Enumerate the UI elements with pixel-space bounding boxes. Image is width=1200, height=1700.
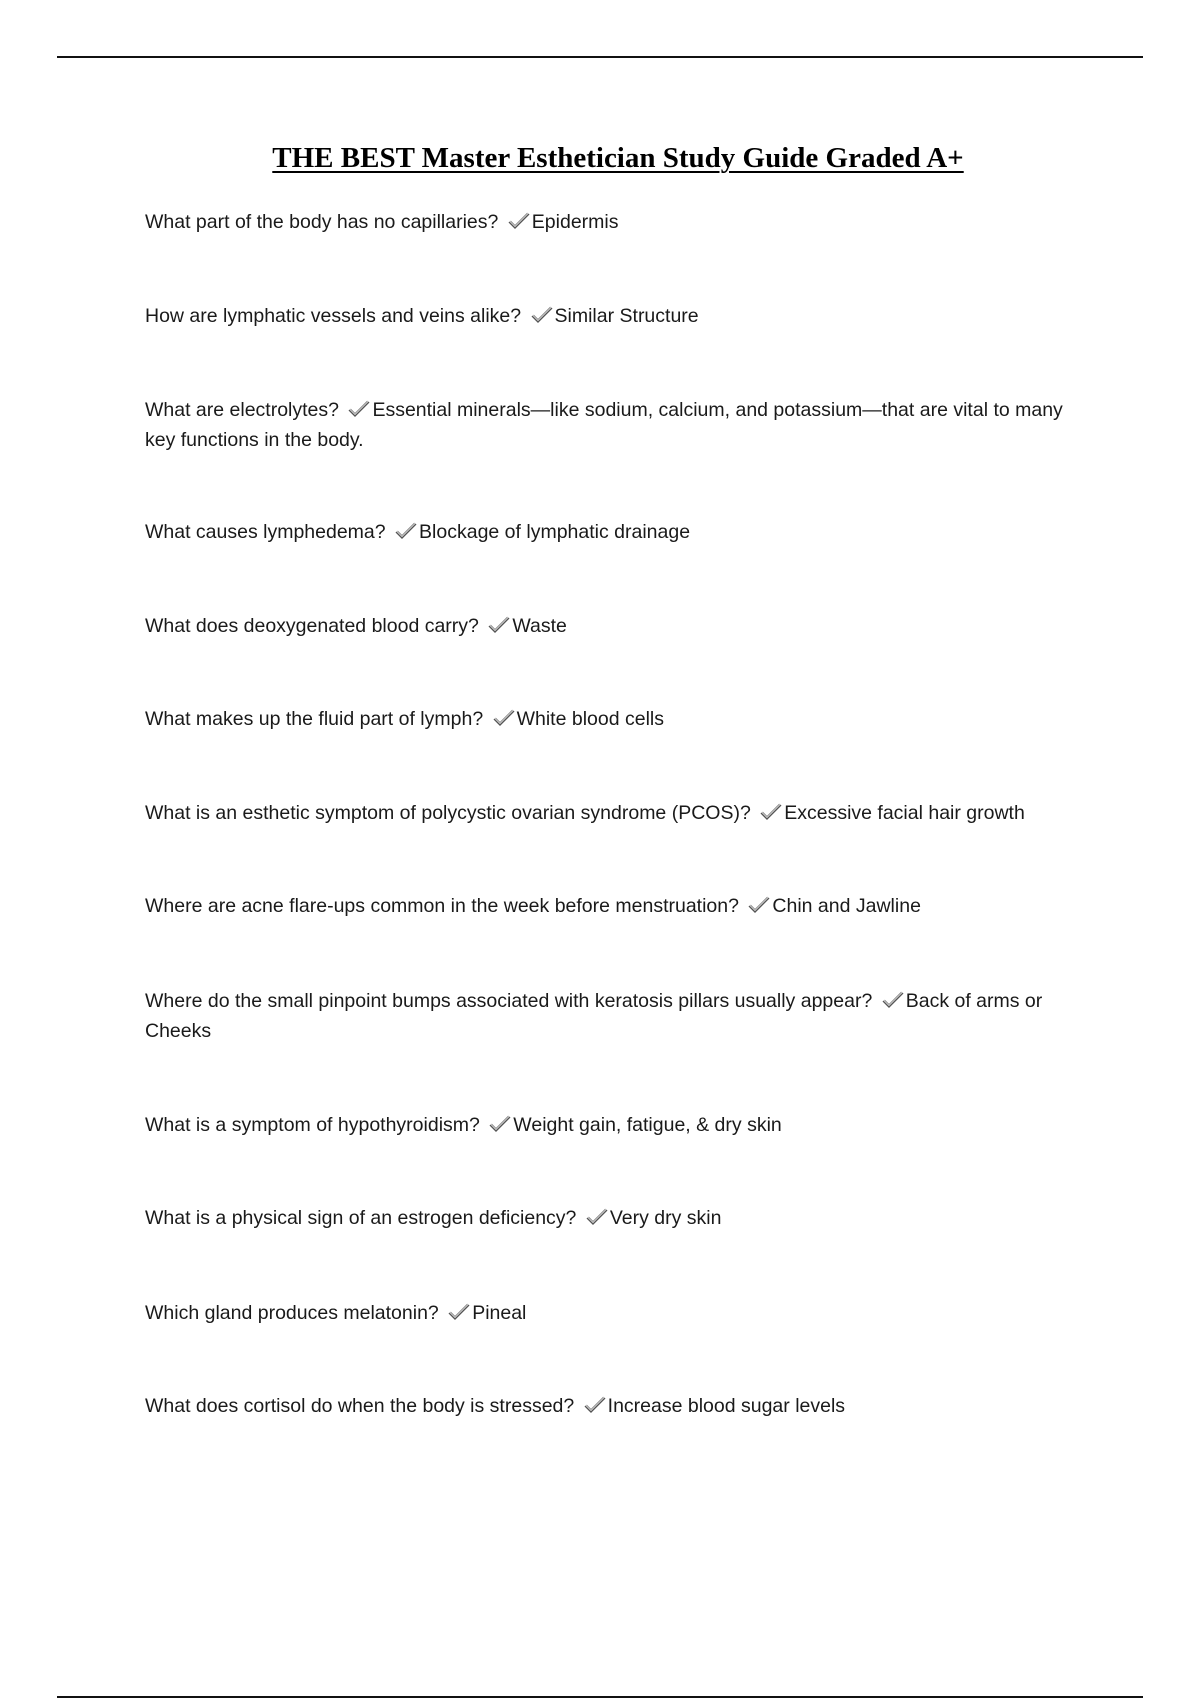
answer-text: Essential minerals—like sodium, calcium, and potassium—that are vital to many key functions in the body. (145, 399, 1063, 451)
question-text: Where do the small pinpoint bumps associated with keratosis pillars usually appear? (145, 990, 873, 1012)
qa-item (145, 1203, 1085, 1233)
qa-item (145, 611, 1085, 641)
answer-text: Weight gain, fatigue, & dry skin (513, 1114, 782, 1136)
question-text: What is a physical sign of an estrogen deficiency? (145, 1207, 577, 1229)
answer-text: Similar Structure (554, 305, 699, 327)
check-icon (447, 1303, 471, 1321)
question-text: What is a symptom of hypothyroidism? (145, 1114, 480, 1136)
answer-text: Epidermis (531, 211, 619, 233)
qa-item (145, 891, 1085, 921)
page-title: THE BEST Master Esthetician Study Guide Graded A+ (272, 142, 964, 174)
bottom-rule (57, 1696, 1143, 1698)
qa-item (145, 1110, 1085, 1140)
check-icon (583, 1396, 607, 1414)
check-icon (530, 306, 554, 324)
qa-item (145, 986, 1085, 1046)
answer-text: Excessive facial hair growth (784, 802, 1025, 824)
question-text: What part of the body has no capillaries? (145, 211, 499, 233)
check-icon (747, 896, 771, 914)
check-icon (492, 709, 516, 727)
check-icon (488, 1115, 512, 1133)
question-text: Where are acne flare-ups common in the week before menstruation? (145, 895, 739, 917)
qa-item (145, 395, 1085, 455)
question-text: What is an esthetic symptom of polycystic ovarian syndrome (PCOS)? (145, 802, 751, 824)
answer-text: Waste (512, 615, 567, 637)
qa-item (145, 798, 1085, 828)
qa-item (145, 1391, 1085, 1421)
question-text: What are electrolytes? (145, 399, 340, 421)
check-icon (759, 803, 783, 821)
answer-text: Very dry skin (609, 1207, 722, 1229)
answer-text: Pineal (472, 1302, 527, 1324)
qa-item (145, 1298, 1085, 1328)
question-text: What makes up the fluid part of lymph? (145, 708, 484, 730)
check-icon (507, 212, 531, 230)
question-text: What does cortisol do when the body is stressed? (145, 1395, 575, 1417)
top-rule (57, 56, 1143, 58)
qa-item (145, 517, 1085, 547)
qa-item (145, 207, 1085, 237)
qa-item (145, 301, 1085, 331)
answer-text: Chin and Jawline (772, 895, 921, 917)
question-text: Which gland produces melatonin? (145, 1302, 439, 1324)
check-icon (487, 616, 511, 634)
check-icon (394, 522, 418, 540)
check-icon (347, 400, 371, 418)
check-icon (881, 991, 905, 1009)
question-text: What does deoxygenated blood carry? (145, 615, 479, 637)
answer-text: Blockage of lymphatic drainage (419, 521, 691, 543)
question-text: How are lymphatic vessels and veins alike? (145, 305, 522, 327)
qa-item (145, 704, 1085, 734)
answer-text: Increase blood sugar levels (607, 1395, 846, 1417)
answer-text: White blood cells (516, 708, 664, 730)
check-icon (585, 1208, 609, 1226)
answer-text: Back of arms or Cheeks (145, 990, 1043, 1042)
question-text: What causes lymphedema? (145, 521, 386, 543)
